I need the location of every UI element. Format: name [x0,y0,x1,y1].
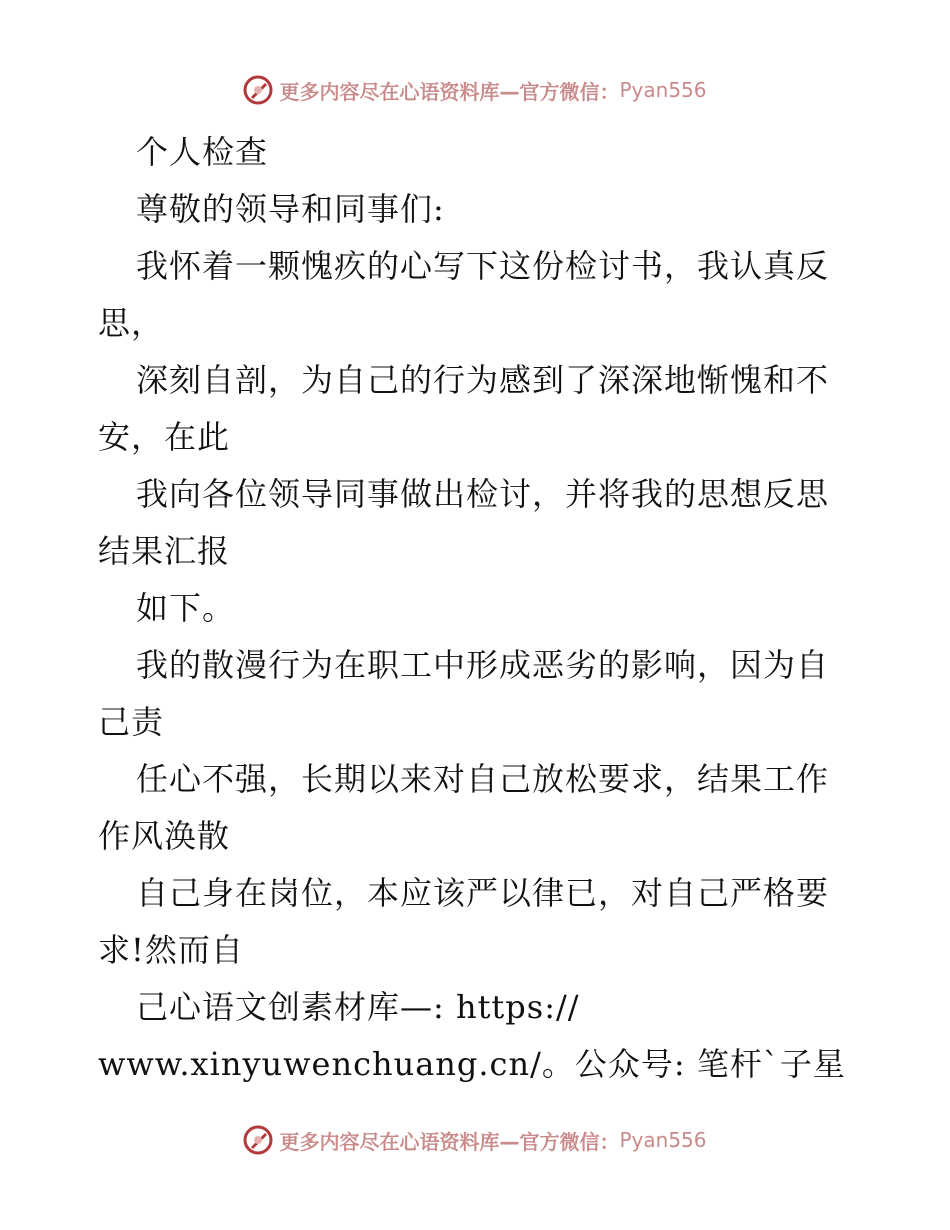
salutation: 尊敬的领导和同事们: [136,190,445,228]
quill-seal-icon [243,1125,273,1155]
paragraph-line: 己责 [98,703,165,741]
paragraph-line: 任心不强，长期以来对自己放松要求，结果工作 [136,760,830,798]
paragraph-line: 求!然而自 [98,931,244,969]
banner-text: 更多内容尽在心语资料库—官方微信： [279,79,620,104]
paragraph-line: 我怀着一颗愧疚的心写下这份检讨书，我认真反 [136,247,830,285]
paragraph-line: 作风涣散 [98,817,231,855]
paragraph-line: 安，在此 [98,418,231,456]
footer-banner [0,1120,950,1160]
paragraph-line: 我向各位领导同事做出检讨，并将我的思想反思 [136,475,830,513]
document-body [98,124,858,1093]
banner-wechat-id: Pyan556 [619,78,707,102]
document-title: 个人检查 [136,133,269,171]
paragraph-line: 深刻自剖，为自己的行为感到了深深地惭愧和不 [136,361,830,399]
paragraph-line: 我的散漫行为在职工中形成恶劣的影响，因为自 [136,646,830,684]
banner-text: 更多内容尽在心语资料库—官方微信： [279,1129,620,1154]
paragraph-line: 思， [98,304,165,342]
paragraph-line: www.xinyuwenchuang.cn/。公众号: 笔杆`子星 [98,1045,846,1083]
banner-wechat-id: Pyan556 [619,1128,707,1152]
paragraph-line: 结果汇报 [98,532,231,570]
header-banner [0,70,950,110]
paragraph-line: 自己身在岗位，本应该严以律已，对自己严格要 [136,874,830,912]
paragraph-line: 己心语文创素材库—: https:// [136,988,580,1026]
paragraph-line: 如下。 [136,589,236,627]
quill-seal-icon [243,75,273,105]
